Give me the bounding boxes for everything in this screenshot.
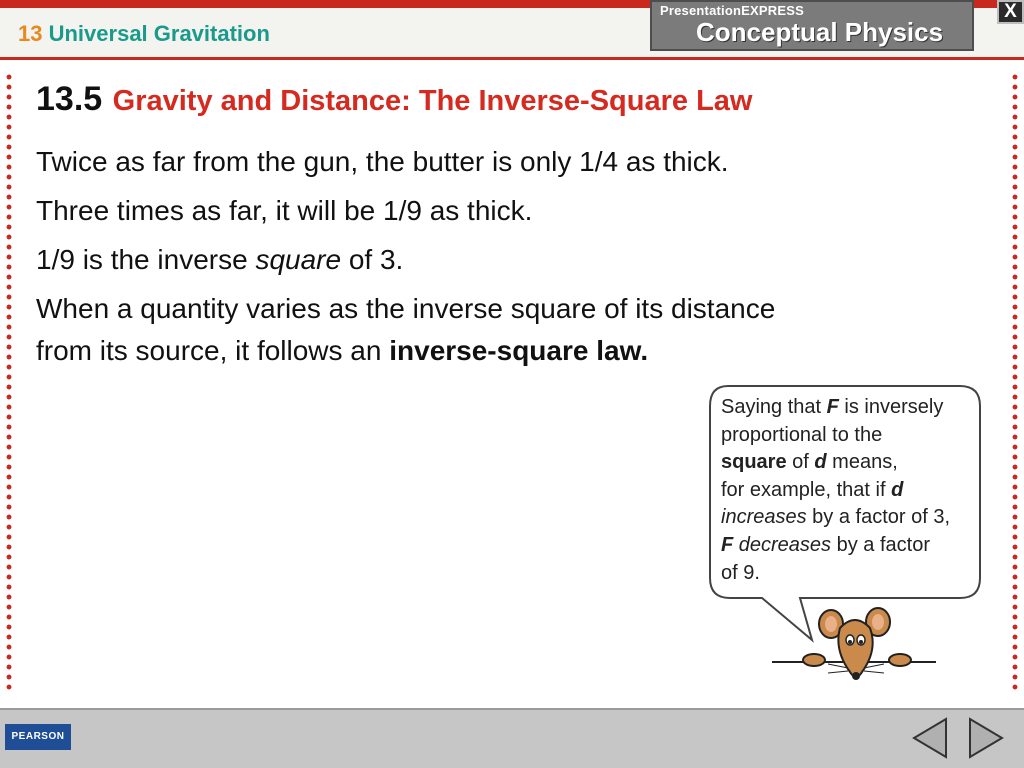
callout-text-segment: by a factor bbox=[831, 533, 930, 556]
paragraph-butter-quarter: Twice as far from the gun, the butter is only 1/4 as thick. bbox=[36, 146, 729, 177]
callout-bold-square: square bbox=[721, 451, 787, 474]
callout-var-d: d bbox=[814, 451, 827, 474]
callout-var-f: F bbox=[826, 396, 839, 418]
pearson-logo: PEARSON bbox=[5, 724, 71, 750]
callout-var-f: F bbox=[721, 533, 734, 556]
para4-line2: from its source, it follows an bbox=[36, 335, 390, 366]
para4-line1: When a quantity varies as the inverse square of its distance bbox=[36, 293, 776, 324]
callout-text-segment: of 9. bbox=[721, 561, 760, 584]
callout-text-segment: Saying that bbox=[721, 396, 827, 418]
callout-italic-increases: increases bbox=[721, 506, 807, 529]
brand-top-label: PresentationEXPRESS bbox=[660, 3, 804, 18]
section-title: Gravity and Distance: The Inverse-Square Law bbox=[112, 85, 753, 117]
arrow-left-icon bbox=[914, 719, 946, 757]
paragraph-butter-ninth: Three times as far, it will be 1/9 as thick. bbox=[36, 195, 533, 226]
close-button[interactable]: X bbox=[997, 0, 1024, 24]
para4-bold-term: inverse-square law. bbox=[389, 335, 649, 366]
section-number: 13.5 bbox=[36, 80, 103, 118]
callout-var-d: d bbox=[891, 478, 904, 501]
chapter-number: 13 bbox=[18, 21, 43, 46]
chapter-title: Universal Gravitation bbox=[48, 21, 270, 46]
callout-text-segment: by a factor of 3, bbox=[806, 506, 951, 529]
footer-bar bbox=[0, 708, 1024, 768]
para3-text: 1/9 is the inverse bbox=[36, 244, 256, 275]
callout-text-segment: for example, that if bbox=[721, 478, 892, 501]
brand-main-label: Conceptual Physics bbox=[696, 17, 944, 47]
callout-text-segment: is inversely bbox=[838, 396, 944, 418]
callout-text-segment: proportional to the bbox=[721, 423, 883, 446]
previous-slide-button[interactable] bbox=[910, 716, 950, 760]
arrow-right-icon bbox=[970, 719, 1002, 757]
next-slide-button[interactable] bbox=[966, 716, 1006, 760]
callout-text bbox=[721, 394, 981, 587]
callout-text-segment: of bbox=[786, 451, 815, 474]
mouse-illustration bbox=[803, 608, 911, 680]
callout-text-segment: means, bbox=[826, 451, 898, 474]
para3-emphasis: square bbox=[255, 244, 342, 275]
para3-text-end: of 3. bbox=[341, 244, 404, 275]
callout-italic-decreases: decreases bbox=[733, 533, 832, 556]
